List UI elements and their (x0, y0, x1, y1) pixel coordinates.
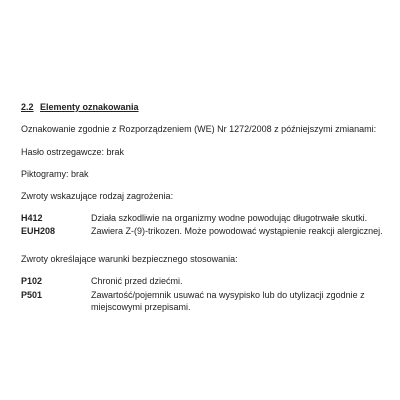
precaution-intro: Zwroty określające warunki bezpiecznego stosowania: (21, 254, 238, 264)
precaution-code: P102 (21, 276, 43, 286)
hazard-statement-row (21, 212, 391, 224)
precaution-statement-row (21, 275, 391, 287)
pictograms-paragraph: Piktogramy: brak (21, 169, 89, 179)
precaution-code: P501 (21, 290, 43, 300)
hazard-code: H412 (21, 213, 43, 223)
hazard-text: Działa szkodliwie na organizmy wodne powodując długotrwałe skutki. (91, 213, 368, 223)
signal-word-paragraph: Hasło ostrzegawcze: brak (21, 147, 125, 157)
labelling-paragraph: Oznakowanie zgodnie z Rozporządzeniem (WE) Nr 1272/2008 z późniejszymi zmianami: (21, 124, 377, 134)
section-heading (21, 102, 139, 113)
precaution-text: Chronić przed dziećmi. (91, 276, 183, 286)
section-title: Elementy oznakowania (40, 102, 139, 112)
precaution-statement-row (21, 289, 391, 313)
hazard-intro: Zwroty wskazujące rodzaj zagrożenia: (21, 191, 174, 201)
hazard-code: EUH208 (21, 226, 56, 236)
hazard-text: Zawiera Z-(9)-trikozen. Może powodować wystąpienie reakcji alergicznej. (91, 226, 383, 236)
section-number: 2.2 (21, 102, 34, 112)
precaution-text: Zawartość/pojemnik usuwać na wysypisko lub do utylizacji zgodnie z miejscowymi przepisami. (91, 290, 365, 312)
hazard-statement-row (21, 225, 391, 237)
